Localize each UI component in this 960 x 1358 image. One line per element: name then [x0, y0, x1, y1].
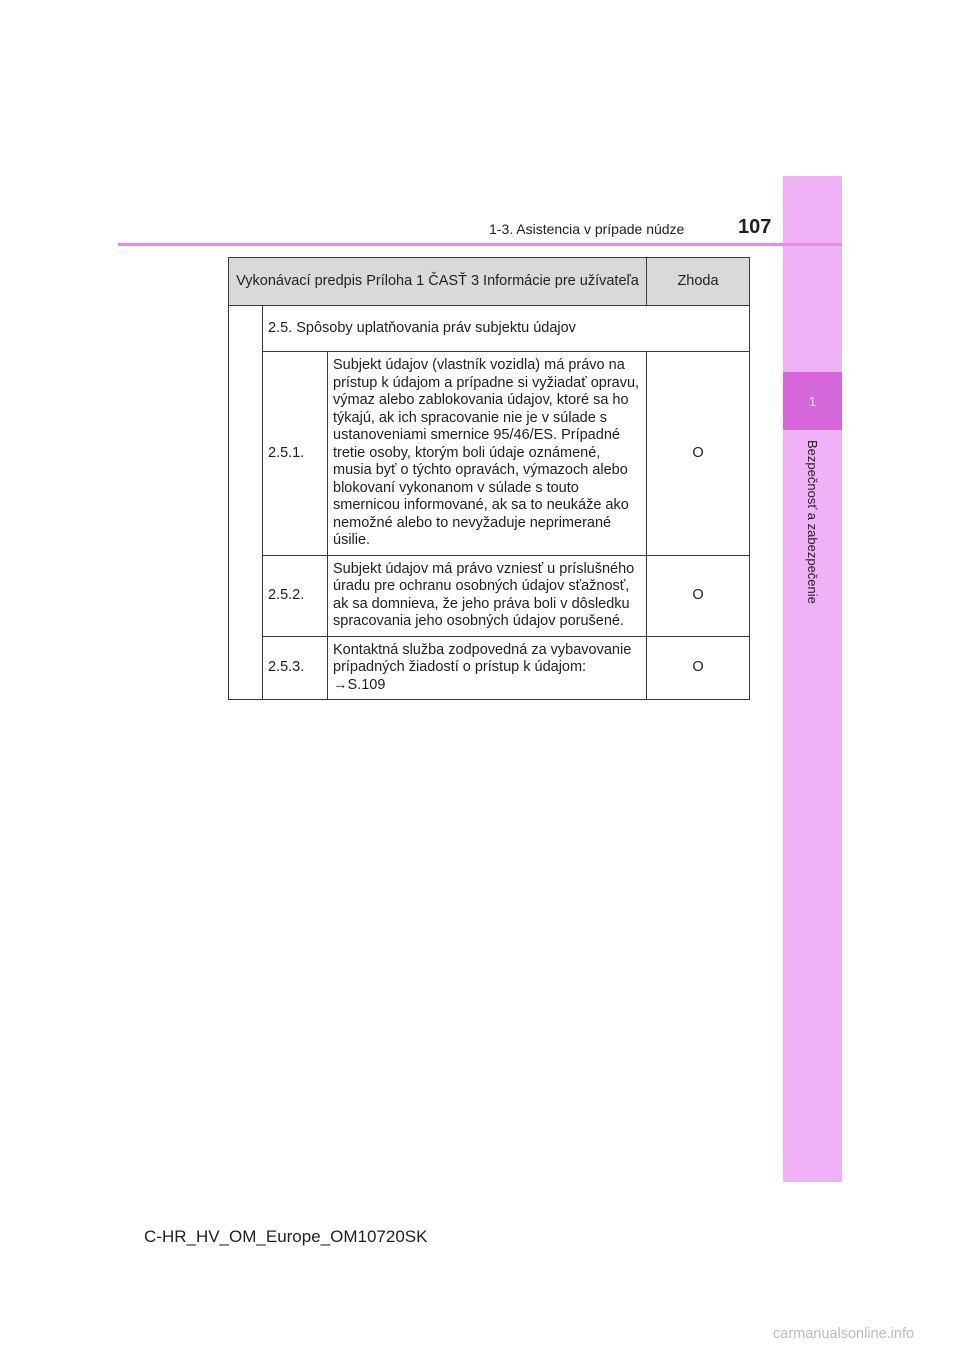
section-row-text: 2.5. Spôsoby uplatňovania práv subjektu údajov: [263, 306, 750, 352]
row-compliance: O: [647, 636, 750, 700]
row-text-cell: [328, 636, 647, 700]
section-title: 1-3. Asistencia v prípade núdze: [489, 221, 685, 237]
row-text: Subjekt údajov má právo vzniesť u príslušného úradu pre ochranu osobných údajov sťažnosť, ak sa domnieva, že jeho práva boli v dôsledku spracovania jeho osobných údajov porušené.: [328, 555, 647, 636]
table-blank-cell: [229, 306, 263, 700]
document-code: C-HR_HV_OM_Europe_OM10720SK: [144, 1227, 428, 1246]
row-compliance: O: [647, 555, 750, 636]
row-text: Subjekt údajov (vlastník vozidla) má právo na prístup k údajom a prípadne si vyžiadať opravu, výmaz alebo zablokovania údajov, ktoré sa ho týkajú, ak ich spracovanie nie je v súlade s ustanoveniami smernice 95/46/ES. Prípadné tretie osoby, ktorým boli údaje oznámené, musia byť o týchto opravách, výmazoch alebo blokovaní vykonanom v súlade s touto smernicou informované, ak sa to neukáže ako nemožné alebo to nevyžaduje neprimerané úsilie.: [328, 352, 647, 556]
chapter-title: Bezpečnosť a zabezpečenie: [805, 440, 820, 604]
table-row: [229, 352, 750, 556]
header-divider: [118, 243, 842, 246]
table-header-compliance: Zhoda: [647, 258, 750, 306]
table-header-regulation: Vykonávací predpis Príloha 1 ČASŤ 3 Informácie pre užívateľa: [229, 258, 647, 306]
table-row: [229, 636, 750, 700]
table-row: [229, 555, 750, 636]
table-header-row: [229, 258, 750, 306]
info-table: [228, 257, 750, 700]
page-number: 107: [738, 216, 772, 238]
table-section-row: [229, 306, 750, 352]
row-compliance: O: [647, 352, 750, 556]
row-number: 2.5.1.: [263, 352, 328, 556]
row-number: 2.5.2.: [263, 555, 328, 636]
page-reference-link[interactable]: →S.109: [333, 676, 386, 693]
watermark: carmanualsonline.info: [773, 1326, 915, 1342]
row-text: Kontaktná služba zodpovedná za vybavovanie prípadných žiadostí o prístup k údajom:: [333, 641, 632, 675]
chapter-number: 1: [783, 372, 842, 430]
row-number: 2.5.3.: [263, 636, 328, 700]
chapter-side-tab: [783, 176, 842, 1182]
